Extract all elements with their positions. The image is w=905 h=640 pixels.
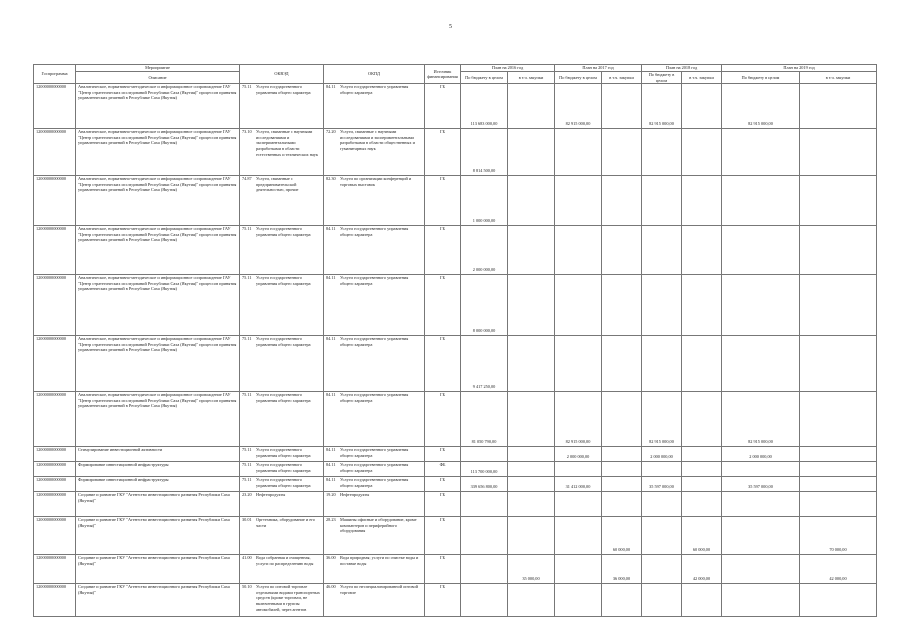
amount-cell [642, 129, 682, 176]
table-row [34, 447, 877, 462]
table-row [34, 84, 877, 129]
amount-cell [508, 462, 555, 477]
amount-cell [682, 275, 722, 336]
table-row [34, 129, 877, 176]
header-purchases-2019: в т.ч. закупки [800, 72, 877, 84]
okved-code: 50.10 [242, 584, 252, 590]
amount-cell [508, 275, 555, 336]
okpd-text: Услуги государственного управления общего характера [340, 226, 409, 237]
okved-text: Услуги государственного управления общего характера [256, 84, 311, 95]
amount-cell [602, 226, 642, 275]
amount-cell: 8 814 500,00 [461, 129, 508, 176]
funding-source-cell: ГБ [425, 492, 461, 517]
plan-table [33, 64, 877, 617]
amount-cell [682, 392, 722, 447]
okved-code: 30.01 [242, 517, 252, 523]
amount-cell [602, 462, 642, 477]
amount-cell [800, 492, 877, 517]
amount-cell [508, 226, 555, 275]
amount-cell: 82 915 000,00 [642, 84, 682, 129]
amount-cell [800, 447, 877, 462]
okpd-text: Нефтепродукты [340, 492, 370, 498]
amount-cell: 35 000,00 [508, 555, 555, 584]
amount-cell [642, 462, 682, 477]
amount-cell [461, 555, 508, 584]
funding-source-cell: ГБ [425, 226, 461, 275]
amount-cell [800, 129, 877, 176]
amount-cell [682, 226, 722, 275]
amount-cell [682, 477, 722, 492]
header-budget-2019: По бюджету в целом [722, 72, 800, 84]
amount-cell: 60 000,00 [602, 517, 642, 555]
page-number: 5 [449, 24, 452, 30]
amount-cell [602, 336, 642, 392]
header-name: Описание [76, 72, 240, 84]
okpd-text: Услуги государственного управления общего характера [340, 447, 409, 458]
plan-table-container [33, 64, 876, 617]
activity-name-cell: Аналитическое, нормативно-методическое и информационное сопровождение ГАУ "Центр стратегических исследований Республики Саха (Якутия)" процессов принятия управленческих решений в Республике Саха (Якутия) [76, 129, 240, 176]
funding-source-cell: ФБ [425, 462, 461, 477]
header-activity: Мероприятие [76, 65, 240, 72]
amount-cell [602, 129, 642, 176]
okpd-text: Услуги по неспециализированной оптовой торговле [340, 584, 418, 595]
okved-cell [240, 84, 324, 129]
amount-cell: 8 000 000,00 [461, 275, 508, 336]
okpd-cell [324, 392, 425, 447]
amount-cell [508, 447, 555, 462]
amount-cell: 70 000,00 [800, 517, 877, 555]
amount-cell [682, 129, 722, 176]
okved-text: Услуги государственного управления общего характера [256, 275, 311, 286]
amount-cell: 2 000 000,00 [555, 447, 602, 462]
okpd-code: 84.11 [326, 84, 336, 90]
program-code-cell: 12000000000000 [34, 129, 76, 176]
amount-cell: 35 597 000,00 [642, 477, 682, 492]
header-year-2017: План на 2017 год [555, 65, 642, 72]
okved-cell [240, 517, 324, 555]
program-code-cell: 12000000000000 [34, 84, 76, 129]
program-code-cell: 12000000000000 [34, 226, 76, 275]
okved-cell [240, 584, 324, 617]
amount-cell [602, 392, 642, 447]
okpd-cell [324, 492, 425, 517]
amount-cell [508, 492, 555, 517]
amount-cell [555, 492, 602, 517]
okpd-code: 84.11 [326, 392, 336, 398]
amount-cell [800, 336, 877, 392]
amount-cell [461, 447, 508, 462]
amount-cell [682, 492, 722, 517]
okpd-cell [324, 336, 425, 392]
table-row [34, 226, 877, 275]
amount-cell [800, 392, 877, 447]
okpd-code: 28.23 [326, 517, 336, 523]
amount-cell [555, 517, 602, 555]
okpd-cell [324, 517, 425, 555]
okpd-code: 84.11 [326, 275, 336, 281]
amount-cell [602, 492, 642, 517]
program-code-cell: 12000000000000 [34, 492, 76, 517]
program-code-cell: 12000000000000 [34, 584, 76, 617]
okved-text: Оргтехника, оборудование и его части [256, 517, 315, 528]
amount-cell [800, 477, 877, 492]
activity-name-cell: Аналитическое, нормативно-методическое и информационное сопровождение ГАУ "Центр стратегических исследований Республики Саха (Якутия)" процессов принятия управленческих решений в Республике Саха (Якутия) [76, 176, 240, 226]
amount-cell [722, 226, 800, 275]
amount-cell [722, 492, 800, 517]
okved-text: Вода собранная и очищенная, услуги по распределению воды [256, 555, 314, 566]
okved-cell [240, 447, 324, 462]
amount-cell [722, 176, 800, 226]
program-code-cell: 12000000000000 [34, 447, 76, 462]
okved-text: Услуги государственного управления общего характера [256, 477, 311, 488]
amount-cell [555, 129, 602, 176]
okved-code: 75.11 [242, 392, 252, 398]
table-row [34, 584, 877, 617]
okpd-text: Вода природная; услуги по очистке воды и поставке воды [340, 555, 419, 566]
okved-cell [240, 462, 324, 477]
okpd-code: 82.30 [326, 176, 336, 182]
okpd-text: Услуги государственного управления общего характера [340, 336, 409, 347]
okpd-code: 84.11 [326, 462, 336, 468]
amount-cell [722, 129, 800, 176]
amount-cell [508, 477, 555, 492]
funding-source-cell: ГБ [425, 275, 461, 336]
amount-cell: 31 412 000,00 [555, 477, 602, 492]
okpd-text: Услуги государственного управления общего характера [340, 477, 409, 488]
okved-code: 75.11 [242, 275, 252, 281]
okved-code: 75.11 [242, 462, 252, 468]
amount-cell: 82 915 000,00 [555, 84, 602, 129]
header-budget-2018: По бюджету в целом [642, 72, 682, 84]
header-budget-2017: По бюджету в целом [555, 72, 602, 84]
amount-cell [682, 336, 722, 392]
activity-name-cell: Создание и развитие ГКУ "Агентство инвестиционного развития Республики Саха (Якутия)" [76, 584, 240, 617]
amount-cell: 2 000 000,00 [722, 447, 800, 462]
amount-cell: 339 656 800,00 [461, 477, 508, 492]
amount-cell: 42 000,00 [800, 555, 877, 584]
amount-cell [602, 447, 642, 462]
amount-cell [722, 336, 800, 392]
funding-source-cell: ГБ [425, 336, 461, 392]
table-row [34, 492, 877, 517]
amount-cell [508, 584, 555, 617]
amount-cell: 42 000,00 [682, 555, 722, 584]
okpd-text: Услуги, связанные с научными исследованиями и экспериментальными разработками в области общественных и гуманитарных наук [340, 129, 415, 151]
amount-cell: 1 000 000,00 [461, 176, 508, 226]
funding-source-cell: ГБ [425, 555, 461, 584]
amount-cell [722, 275, 800, 336]
okved-text: Услуги государственного управления общего характера [256, 392, 311, 403]
amount-cell [555, 275, 602, 336]
okved-code: 75.11 [242, 226, 252, 232]
table-row [34, 517, 877, 555]
amount-cell [555, 462, 602, 477]
okved-cell [240, 336, 324, 392]
header-funding-source: Источник финансирования [425, 65, 461, 84]
activity-name-cell: Создание и развитие ГКУ "Агентство инвестиционного развития Республики Саха (Якутия)" [76, 492, 240, 517]
okved-code: 41.00 [242, 555, 252, 561]
amount-cell: 82 915 000,00 [722, 84, 800, 129]
amount-cell [461, 517, 508, 555]
program-code-cell: 12000000000000 [34, 176, 76, 226]
funding-source-cell: ГБ [425, 84, 461, 129]
activity-name-cell: Аналитическое, нормативно-методическое и информационное сопровождение ГАУ "Центр стратегических исследований Республики Саха (Якутия)" процессов принятия управленческих решений в Республике Саха (Якутия) [76, 336, 240, 392]
header-year-2018: План на 2018 год [642, 65, 722, 72]
okpd-code: 72.20 [326, 129, 336, 135]
activity-name-cell: Аналитическое, нормативно-методическое и информационное сопровождение ГАУ "Центр стратегических исследований Республики Саха (Якутия)" процессов принятия управленческих решений в Республике Саха (Якутия) [76, 275, 240, 336]
header-okved: ОКВЭД [240, 65, 324, 84]
okpd-cell [324, 477, 425, 492]
amount-cell [682, 176, 722, 226]
amount-cell [555, 584, 602, 617]
amount-cell [800, 84, 877, 129]
okpd-text: Услуги по организации конференций и торговых выставок [340, 176, 412, 187]
amount-cell [508, 129, 555, 176]
okved-code: 73.10 [242, 129, 252, 135]
table-body [34, 84, 877, 617]
table-row [34, 275, 877, 336]
okpd-code: 84.11 [326, 477, 336, 483]
header-purchases-2017: в т.ч. закупки [602, 72, 642, 84]
amount-cell [800, 584, 877, 617]
program-code-cell: 12000000000000 [34, 336, 76, 392]
amount-cell [642, 517, 682, 555]
header-budget-2016: По бюджету в целом [461, 72, 508, 84]
amount-cell [800, 275, 877, 336]
amount-cell [555, 226, 602, 275]
table-row [34, 555, 877, 584]
amount-cell [722, 584, 800, 617]
header-program-code: Госпрограмма [34, 65, 76, 84]
amount-cell [508, 84, 555, 129]
header-row-1 [34, 65, 877, 72]
okpd-text: Услуги государственного управления общего характера [340, 392, 409, 403]
okved-text: Услуги государственного управления общего характера [256, 447, 311, 458]
okved-cell [240, 392, 324, 447]
okpd-code: 36.00 [326, 555, 336, 561]
funding-source-cell: ГБ [425, 176, 461, 226]
amount-cell [461, 492, 508, 517]
program-code-cell: 12000000000000 [34, 477, 76, 492]
program-code-cell: 12000000000000 [34, 275, 76, 336]
header-year-2016: План на 2016 год [461, 65, 555, 72]
amount-cell [642, 176, 682, 226]
amount-cell: 60 000,00 [682, 517, 722, 555]
program-code-cell: 12000000000000 [34, 555, 76, 584]
okpd-code: 19.20 [326, 492, 336, 498]
activity-name-cell: Аналитическое, нормативно-методическое и информационное сопровождение ГАУ "Центр стратегических исследований Республики Саха (Якутия)" процессов принятия управленческих решений в Республике Саха (Якутия) [76, 392, 240, 447]
amount-cell: 81 050 790,00 [461, 392, 508, 447]
funding-source-cell: ГБ [425, 517, 461, 555]
amount-cell [602, 584, 642, 617]
okved-cell [240, 129, 324, 176]
amount-cell [508, 336, 555, 392]
header-year-2019: План на 2019 год [722, 65, 877, 72]
okpd-cell [324, 129, 425, 176]
activity-name-cell: Создание и развитие ГКУ "Агентство инвестиционного развития Республики Саха (Якутия)" [76, 555, 240, 584]
activity-name-cell: Аналитическое, нормативно-методическое и информационное сопровождение ГАУ "Центр стратегических исследований Республики Саха (Якутия)" процессов принятия управленческих решений в Республике Саха (Якутия) [76, 84, 240, 129]
amount-cell [682, 462, 722, 477]
okpd-cell [324, 584, 425, 617]
amount-cell [722, 517, 800, 555]
amount-cell: 82 915 000,00 [555, 392, 602, 447]
activity-name-cell: Создание и развитие ГКУ "Агентство инвестиционного развития Республики Саха (Якутия)" [76, 517, 240, 555]
amount-cell [642, 275, 682, 336]
okpd-cell [324, 462, 425, 477]
amount-cell [555, 555, 602, 584]
okpd-text: Услуги государственного управления общего характера [340, 84, 409, 95]
okved-text: Услуги по оптовой торговле отдельными видами транспортных средств (кроме торговли, не включенными в группы автомобилей, через агентов [256, 584, 320, 612]
amount-cell [602, 84, 642, 129]
okved-code: 75.11 [242, 477, 252, 483]
funding-source-cell: ГБ [425, 477, 461, 492]
funding-source-cell: ГБ [425, 584, 461, 617]
amount-cell [642, 492, 682, 517]
amount-cell: 82 915 000,00 [722, 392, 800, 447]
okved-cell [240, 176, 324, 226]
funding-source-cell: ГБ [425, 447, 461, 462]
okved-text: Услуги государственного управления общего характера [256, 462, 311, 473]
amount-cell: 9 417 250,00 [461, 336, 508, 392]
amount-cell [461, 584, 508, 617]
okpd-cell [324, 226, 425, 275]
amount-cell [555, 176, 602, 226]
amount-cell [642, 584, 682, 617]
amount-cell [602, 176, 642, 226]
amount-cell [555, 336, 602, 392]
activity-name-cell: Стимулирование инвестиционной активности [76, 447, 240, 462]
amount-cell [682, 84, 722, 129]
activity-name-cell: Формирование инвестиционной инфраструктуры [76, 477, 240, 492]
amount-cell [508, 392, 555, 447]
okpd-code: 46.00 [326, 584, 336, 590]
table-row [34, 392, 877, 447]
table-row [34, 336, 877, 392]
okved-text: Услуги государственного управления общего характера [256, 226, 311, 237]
okved-cell [240, 275, 324, 336]
okved-cell [240, 226, 324, 275]
okpd-cell [324, 555, 425, 584]
amount-cell [722, 555, 800, 584]
amount-cell [642, 226, 682, 275]
program-code-cell: 12000000000000 [34, 462, 76, 477]
okpd-cell [324, 84, 425, 129]
table-row [34, 176, 877, 226]
okpd-cell [324, 275, 425, 336]
amount-cell [642, 336, 682, 392]
funding-source-cell: ГБ [425, 392, 461, 447]
amount-cell: 82 915 000,00 [642, 392, 682, 447]
okved-text: Нефтепродукты [256, 492, 286, 498]
amount-cell [682, 584, 722, 617]
table-row [34, 462, 877, 477]
okpd-cell [324, 447, 425, 462]
program-code-cell: 12000000000000 [34, 517, 76, 555]
okpd-cell [324, 176, 425, 226]
amount-cell: 2 000 000,00 [461, 226, 508, 275]
header-purchases-2016: в т.ч. закупки [508, 72, 555, 84]
okved-code: 23.20 [242, 492, 252, 498]
amount-cell [800, 176, 877, 226]
okpd-code: 84.11 [326, 447, 336, 453]
okved-code: 75.11 [242, 447, 252, 453]
okpd-code: 84.11 [326, 226, 336, 232]
funding-source-cell: ГБ [425, 129, 461, 176]
activity-name-cell: Формирование инвестиционной инфраструктуры [76, 462, 240, 477]
okved-code: 75.11 [242, 336, 252, 342]
amount-cell [800, 462, 877, 477]
okpd-text: Машины офисные и оборудование, кроме компьютеров и периферийного оборудования [340, 517, 417, 534]
okved-cell [240, 555, 324, 584]
activity-name-cell: Аналитическое, нормативно-методическое и информационное сопровождение ГАУ "Центр стратегических исследований Республики Саха (Якутия)" процессов принятия управленческих решений в Республике Саха (Якутия) [76, 226, 240, 275]
okved-text: Услуги, связанные с предпринимательской деятельностью, прочие [256, 176, 299, 193]
amount-cell: 113 700 000,00 [461, 462, 508, 477]
amount-cell [642, 555, 682, 584]
okpd-text: Услуги государственного управления общего характера [340, 462, 409, 473]
program-code-cell: 12000000000000 [34, 392, 76, 447]
amount-cell [800, 226, 877, 275]
header-purchases-2018: в т.ч. закупки [682, 72, 722, 84]
amount-cell [722, 462, 800, 477]
amount-cell: 2 000 000,00 [642, 447, 682, 462]
okved-text: Услуги, связанные с научными исследованиями и экспериментальными разработками в области естественных и технических наук [256, 129, 318, 157]
table-row [34, 477, 877, 492]
amount-cell: 35 597 000,00 [722, 477, 800, 492]
amount-cell [602, 275, 642, 336]
amount-cell: 36 000,00 [602, 555, 642, 584]
okved-code: 74.87 [242, 176, 252, 182]
okpd-code: 84.11 [326, 336, 336, 342]
header-okpd: ОКПД [324, 65, 425, 84]
okved-code: 75.11 [242, 84, 252, 90]
amount-cell: 113 683 000,00 [461, 84, 508, 129]
okved-text: Услуги государственного управления общего характера [256, 336, 311, 347]
amount-cell [508, 517, 555, 555]
okved-cell [240, 492, 324, 517]
okpd-text: Услуги государственного управления общего характера [340, 275, 409, 286]
amount-cell [602, 477, 642, 492]
amount-cell [682, 447, 722, 462]
okved-cell [240, 477, 324, 492]
amount-cell [508, 176, 555, 226]
